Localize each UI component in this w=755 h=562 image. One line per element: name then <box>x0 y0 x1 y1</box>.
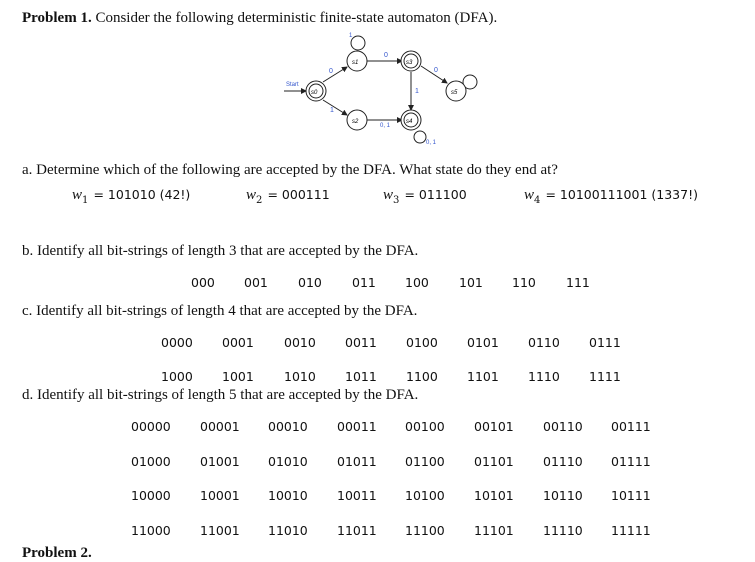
bitstring: 01010 <box>268 454 308 469</box>
bitstring: 10001 <box>200 488 240 503</box>
bitstring: 011 <box>352 275 376 290</box>
bitstring: 0010 <box>284 335 316 350</box>
word-value: = 000111 <box>267 187 330 202</box>
bitstring: 01100 <box>405 454 445 469</box>
word-var: w <box>383 187 394 203</box>
bitstring: 01101 <box>474 454 514 469</box>
bitstring: 00011 <box>337 419 377 434</box>
word-sub: 3 <box>393 195 400 207</box>
edge-label-s3-s4: 1 <box>415 88 419 95</box>
part-b-text: b. Identify all bit-strings of length 3 that are accepted by the DFA. <box>22 243 419 259</box>
bitstring: 00001 <box>200 419 240 434</box>
bitstring: 11010 <box>268 523 308 538</box>
loop-label-s4: 0, 1 <box>426 140 437 146</box>
edge-label-s0-s2: 1 <box>330 107 334 114</box>
bitstring: 1010 <box>284 369 316 384</box>
bitstring: 110 <box>512 275 536 290</box>
bitstring: 11000 <box>131 523 171 538</box>
word-value: = 011100 <box>404 187 467 202</box>
word-w2 <box>246 184 330 206</box>
bitstring: 1000 <box>161 369 193 384</box>
bitstring: 00010 <box>268 419 308 434</box>
word-sub: 1 <box>82 195 89 207</box>
word-sub: 4 <box>534 195 541 207</box>
bitstring: 000 <box>191 275 215 290</box>
bitstring: 10110 <box>543 488 583 503</box>
word-var: w <box>246 187 257 203</box>
bitstring: 00110 <box>543 419 583 434</box>
bitstring: 10011 <box>337 488 377 503</box>
state-label-s3: s3 <box>406 60 413 66</box>
bitstring: 01011 <box>337 454 377 469</box>
bitstring: 0000 <box>161 335 193 350</box>
bitstring: 11110 <box>543 523 583 538</box>
state-s2 <box>347 110 367 130</box>
bitstring: 1001 <box>222 369 254 384</box>
word-value: = 10100111001 (1337!) <box>545 187 698 202</box>
bitstring: 00101 <box>474 419 514 434</box>
bitstring: 01000 <box>131 454 171 469</box>
state-s4 <box>401 110 421 130</box>
edge-label-s3-s5: 0 <box>434 67 438 74</box>
word-value: = 101010 (42!) <box>93 187 191 202</box>
problem-label: Problem 1. <box>22 10 92 26</box>
word-w3 <box>383 184 467 206</box>
state-s0 <box>306 81 326 101</box>
state-label-s5: s5 <box>451 90 458 96</box>
edge-label-s1-s3: 0 <box>384 52 388 59</box>
bitstring: 1101 <box>467 369 499 384</box>
word-w4 <box>524 184 698 206</box>
bitstring: 10101 <box>474 488 514 503</box>
bitstring: 10100 <box>405 488 445 503</box>
state-label-s2: s2 <box>352 119 359 125</box>
bitstring: 01110 <box>543 454 583 469</box>
edge-s0-s1 <box>323 67 347 82</box>
state-label-s1: s1 <box>352 60 359 66</box>
state-label-s4: s4 <box>406 119 413 125</box>
bitstring: 0001 <box>222 335 254 350</box>
bitstring: 11100 <box>405 523 445 538</box>
bitstring: 100 <box>405 275 429 290</box>
word-var: w <box>72 187 83 203</box>
loop-label-s1: 1 <box>349 33 353 39</box>
bitstring: 10010 <box>268 488 308 503</box>
bitstring: 00000 <box>131 419 171 434</box>
bitstring: 1011 <box>345 369 377 384</box>
bitstring: 10111 <box>611 488 651 503</box>
start-label: Start <box>286 82 299 88</box>
bitstring: 111 <box>566 275 590 290</box>
bitstring: 11111 <box>611 523 651 538</box>
next-problem-heading: Problem 2. <box>22 545 92 561</box>
bitstring: 00100 <box>405 419 445 434</box>
bitstring: 11011 <box>337 523 377 538</box>
bitstring: 1100 <box>406 369 438 384</box>
bitstring: 0110 <box>528 335 560 350</box>
problem-text: Consider the following deterministic finite-state automaton (DFA). <box>95 10 498 26</box>
bitstring: 0101 <box>467 335 499 350</box>
bitstring: 10000 <box>131 488 171 503</box>
bitstring: 00111 <box>611 419 651 434</box>
bitstring: 01001 <box>200 454 240 469</box>
bitstring: 0100 <box>406 335 438 350</box>
state-label-s0: s0 <box>311 90 318 96</box>
word-var: w <box>524 187 535 203</box>
bitstring: 0111 <box>589 335 621 350</box>
word-sub: 2 <box>256 195 263 207</box>
loop-s1 <box>351 36 365 50</box>
bitstring: 1110 <box>528 369 560 384</box>
bitstring: 010 <box>298 275 322 290</box>
bitstring: 01111 <box>611 454 651 469</box>
part-a-text: a. Determine which of the following are accepted by the DFA. What state do they end at? <box>22 162 558 178</box>
part-c-text: c. Identify all bit-strings of length 4 that are accepted by the DFA. <box>22 303 418 319</box>
bitstring: 001 <box>244 275 268 290</box>
bitstring: 101 <box>459 275 483 290</box>
edge-s0-s2 <box>323 100 347 115</box>
state-s3 <box>401 51 421 71</box>
dfa-diagram <box>0 0 755 160</box>
bitstring: 1111 <box>589 369 621 384</box>
part-d-text: d. Identify all bit-strings of length 5 that are accepted by the DFA. <box>22 387 419 403</box>
bitstring: 11001 <box>200 523 240 538</box>
bitstring: 0011 <box>345 335 377 350</box>
loop-s4 <box>414 131 426 143</box>
bitstring: 11101 <box>474 523 514 538</box>
edge-label-s0-s1: 0 <box>329 68 333 75</box>
word-w1 <box>72 184 190 206</box>
state-s1 <box>347 51 367 71</box>
state-s5 <box>446 81 466 101</box>
edge-label-s2-s4: 0, 1 <box>380 123 391 129</box>
